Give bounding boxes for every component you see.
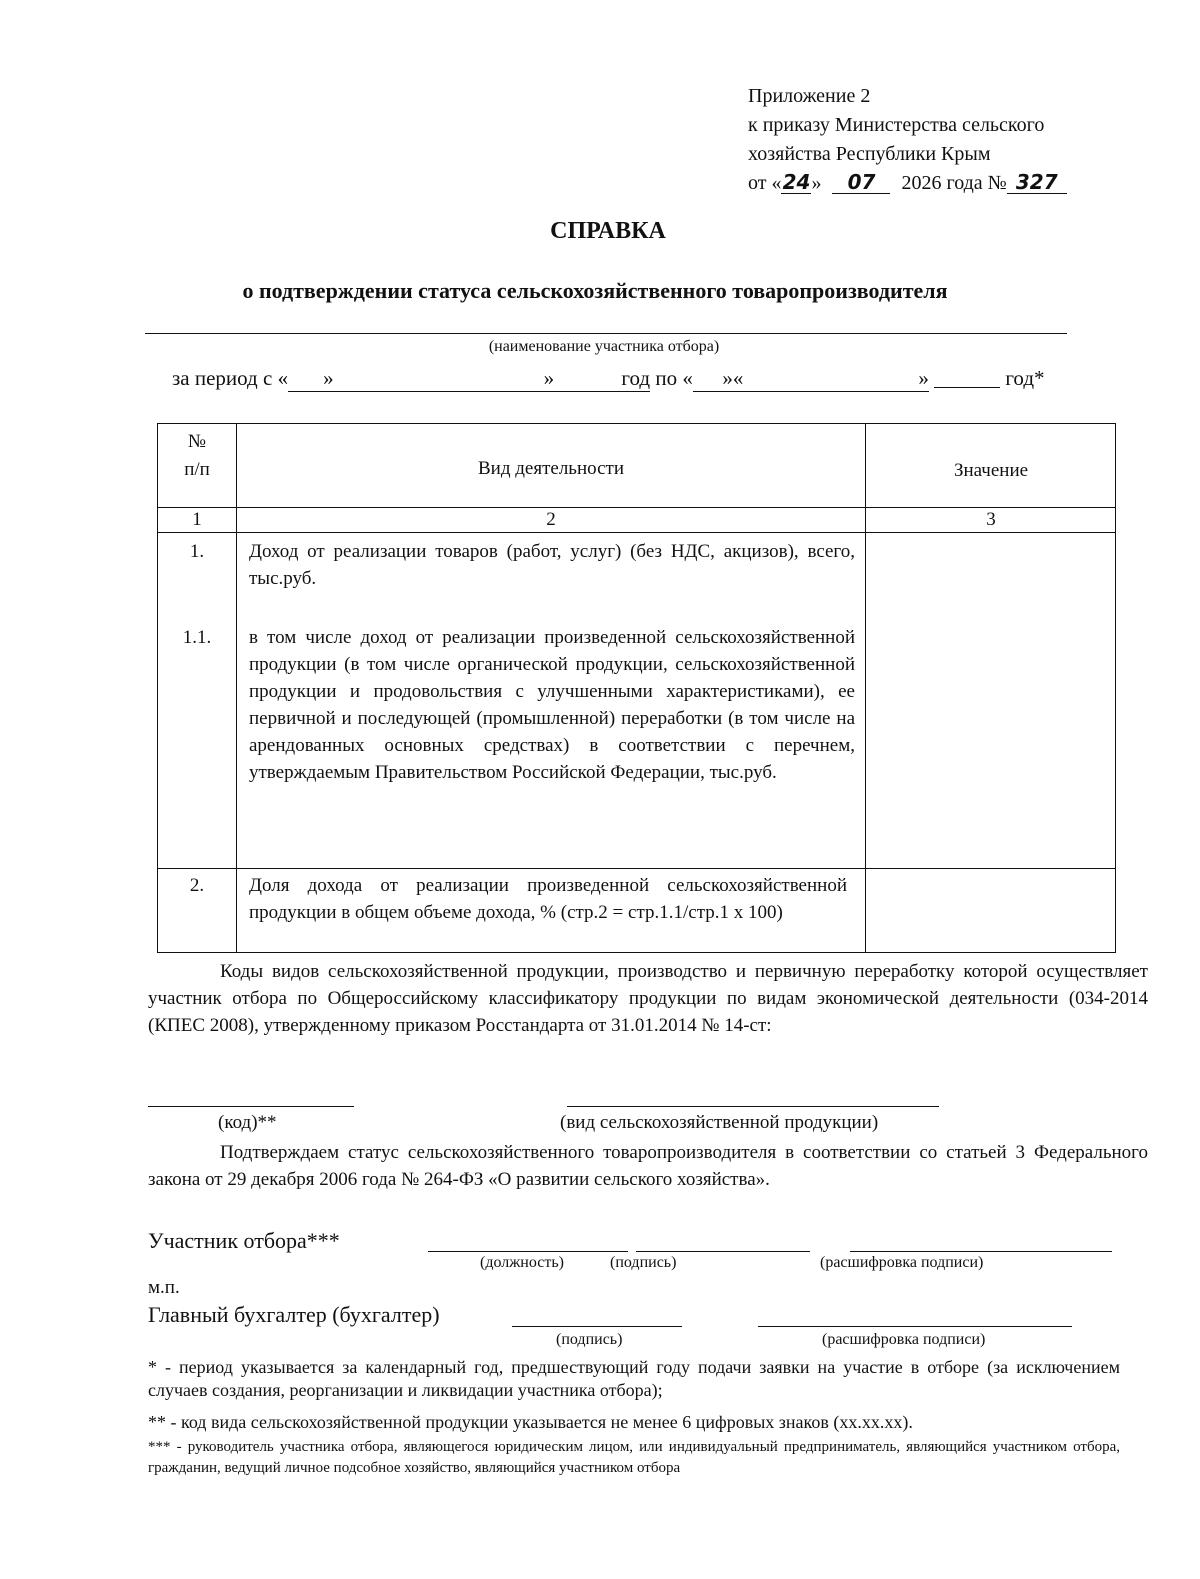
annex-line-3: хозяйства Республики Крым xyxy=(748,143,991,165)
product-line xyxy=(567,1106,939,1107)
annex-date-sep: » xyxy=(811,172,822,194)
annex-block xyxy=(748,82,1168,198)
annex-date-day: 24 xyxy=(782,170,811,194)
period-blank-day-2 xyxy=(693,366,733,392)
participant-label: Участник отбора*** xyxy=(148,1228,340,1253)
period-line xyxy=(172,366,1045,392)
acc-decoding-line xyxy=(758,1326,1072,1327)
annex-date-year: 2026 года № xyxy=(901,172,1007,194)
acc-decoding-caption: (расшифровка подписи) xyxy=(822,1331,986,1348)
annex-date-line xyxy=(748,169,1168,198)
footnote-3: *** - руководитель участника отбора, являющегося юридическим лицом, или индивидуальный предприниматель, являющийся участником отбора, гражданин, ведущий личное подсобное хозяйство, являющийся участником отбора xyxy=(148,1439,1120,1476)
period-quote: « xyxy=(732,366,744,390)
code-caption: (код)** xyxy=(218,1112,277,1133)
row-text-2: Доля дохода от реализации произведенной сельскохозяйственной продукции в общем объеме дохода, % (стр.2 = стр.1.1/стр.1 х 100) xyxy=(249,875,847,923)
row-num-1-1: 1.1. xyxy=(182,627,212,648)
period-blank-month xyxy=(420,366,562,392)
position-line xyxy=(428,1251,628,1252)
period-quote: » xyxy=(543,366,555,390)
header-value: Значение xyxy=(953,460,1029,481)
code-line xyxy=(148,1106,354,1107)
product-caption: (вид сельскохозяйственной продукции) xyxy=(560,1112,879,1133)
codes-paragraph: Коды видов сельскохозяйственной продукции, производство и первичную переработку которой осуществляет участник отбора по Общероссийскому классификатору продукции по видам экономической деятельности (034-2014 (КПЕС 2008), утвержденному приказом Росстандарта от 31.01.2014 № 14-ст: xyxy=(148,961,1148,1036)
period-quote: » xyxy=(722,366,733,390)
acc-signature-caption: (подпись) xyxy=(556,1331,623,1348)
position-caption: (должность) xyxy=(480,1254,564,1271)
annex-line-1: Приложение 2 xyxy=(748,85,871,107)
colnum-1: 1 xyxy=(192,509,202,530)
confirm-paragraph: Подтверждаем статус сельскохозяйственного товаропроизводителя в соответствии со статьей 3 Федерального закона от 29 декабря 2006 года № 264-ФЗ «О развитии сельского хозяйства». xyxy=(148,1142,1148,1190)
footnote-1: * - период указывается за календарный год, предшествующий году подачи заявки на участие в отборе (за исключением случаев создания, реорганизации и ликвидации участника отбора); xyxy=(148,1357,1120,1400)
period-quote: » xyxy=(323,366,334,390)
annex-date-prefix: от « xyxy=(748,172,782,194)
document-subtitle: о подтверждении статуса сельскохозяйственного товаропроизводителя xyxy=(242,278,948,303)
period-blank-day xyxy=(288,366,420,392)
period-year-word xyxy=(562,366,650,392)
table-colnum-row xyxy=(158,508,1115,533)
period-text-to: по « xyxy=(655,366,693,390)
decoding-line xyxy=(850,1251,1112,1252)
header-activity: Вид деятельности xyxy=(477,458,625,479)
table-header-row xyxy=(158,424,1115,508)
decoding-caption: (расшифровка подписи) xyxy=(820,1254,984,1271)
period-quote: » xyxy=(918,366,929,390)
row-text-1-1: в том числе доход от реализации произведенной сельскохозяйственной продукции (в том числе органической продукции, сельскохозяйственной продукции и продовольствия с улучшенными характеристиками), ее первичной и последующей (промышленной) переработки (в том числе на арендованных основных средствах) в соответствии с перечнем, утверждаемым Правительством Российской Федерации, тыс.руб. xyxy=(249,627,855,783)
annex-date-number: 327 xyxy=(1007,171,1067,194)
colnum-3: 3 xyxy=(986,509,996,530)
period-blank-month-2 xyxy=(733,366,929,392)
signature-line xyxy=(636,1251,810,1252)
period-text-god: год* xyxy=(1005,366,1045,390)
period-text-from: за период с « xyxy=(172,366,289,390)
annex-line-2: к приказу Министерства сельского xyxy=(748,114,1045,136)
footnote-2: ** - код вида сельскохозяйственной продукции указывается не менее 6 цифровых знаков (хх.хх.хх). xyxy=(148,1412,913,1432)
participant-name-caption: (наименование участника отбора) xyxy=(488,338,720,355)
period-blank-year xyxy=(934,367,1000,388)
stamp-mark: м.п. xyxy=(148,1277,180,1298)
period-god: год xyxy=(621,366,651,390)
annex-date-month: 07 xyxy=(832,171,890,194)
row-num-1: 1. xyxy=(189,541,205,562)
accountant-label: Главный бухгалтер (бухгалтер) xyxy=(148,1302,440,1327)
activity-table xyxy=(157,423,1116,953)
signature-caption: (подпись) xyxy=(610,1254,677,1271)
table-row xyxy=(158,869,1115,953)
colnum-2: 2 xyxy=(546,509,556,530)
participant-name-line xyxy=(145,333,1067,334)
row-text-1: Доход от реализации товаров (работ, услуг) (без НДС, акцизов), всего, тыс.руб. xyxy=(249,541,855,589)
table-row xyxy=(158,533,1115,869)
document-title: СПРАВКА xyxy=(550,218,666,244)
header-num: № п/п xyxy=(184,431,210,480)
acc-signature-line xyxy=(512,1326,682,1327)
row-num-2: 2. xyxy=(189,875,205,896)
